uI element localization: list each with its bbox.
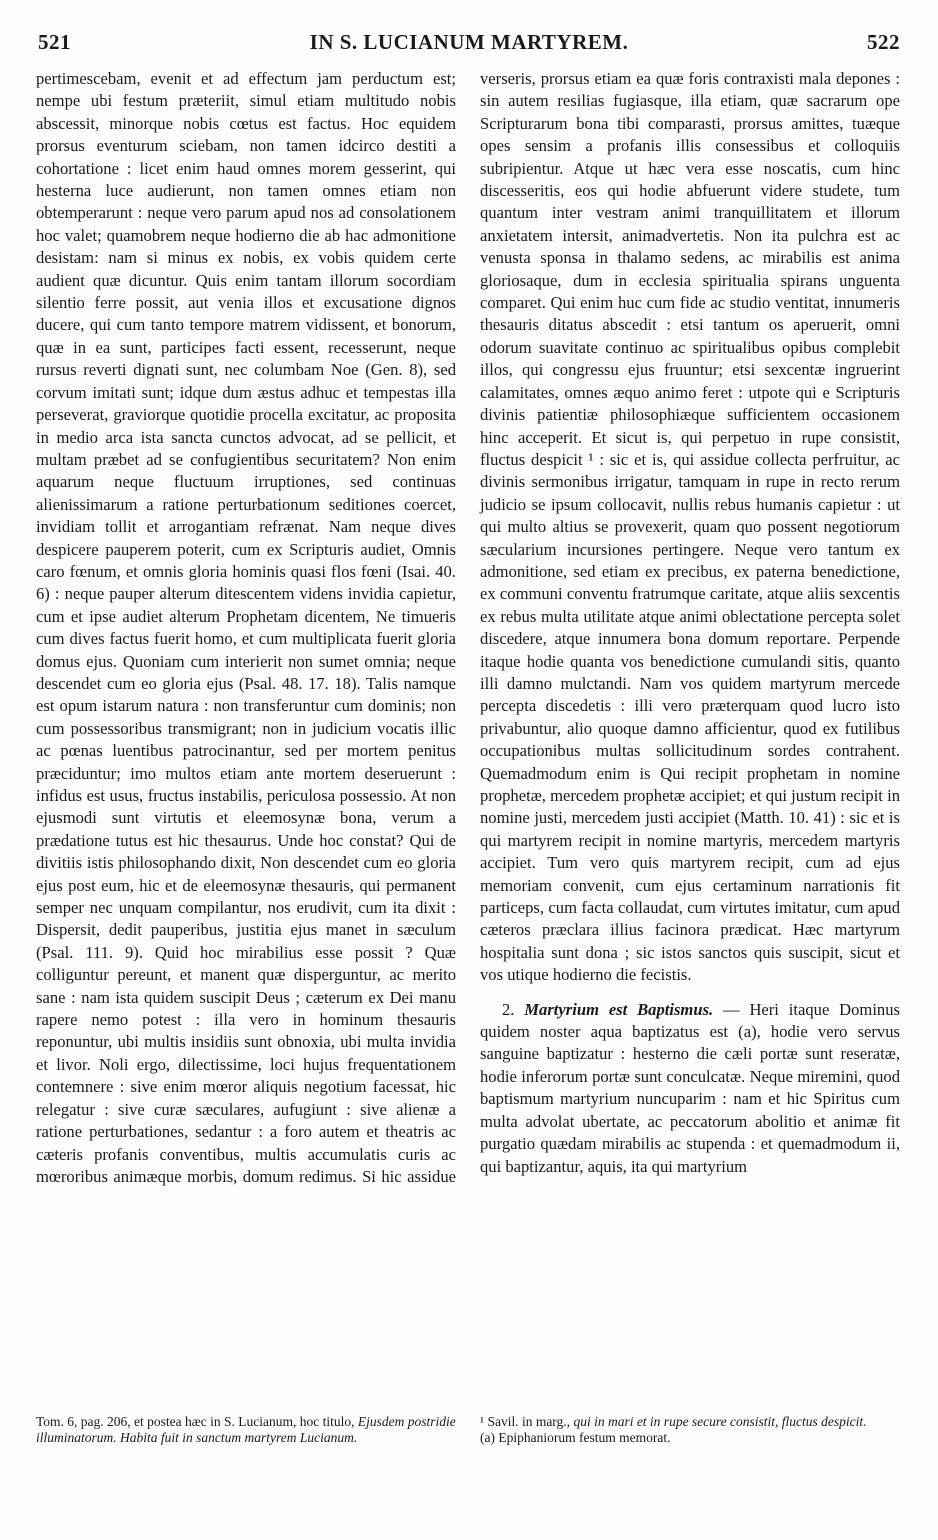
footnotes-right: [480, 1414, 900, 1446]
left-column-text: pertimescebam, evenit et ad effectum jam perductum est; nempe ubi festum præteriit, simul etiam multitudo nobis abscessit, minorque nobis cœtus est factus. Hoc equidem prorsus eventurum sciebam, non tamen idcirco destiti a cohortatione : licet enim haud omnes morem gesserint, qui hesterna luce audierunt, non tamen omnes etiam non obtemperarunt : neque vero parum apud nos ad consolationem hoc valet; quamobrem neque hodierno die ab hac admonitione desistam: nam si minus ex nobis, ex vobis quidem certe audient quæ dicuntur. Quis enim tantam illorum socordiam silentio ferre possit, aut venia illos et excusatione dignos ducere, qui cum tanto tempore matrem vidissent, et bonorum, quæ in ea sunt, participes facti essent, recesserunt, neque rursus reverti dignati sunt, nec columbam Noe (Gen. 8), sed corvum imitati sunt; idque dum æstus adhuc et tempestas illa perseverat, graviorque quotidie procella excitatur, ac proposita in medio arca ista sancta cunctos advocat, ad se pellicit, et multam præbet ad se confugientibus securitatem? Non enim aquarum neque fluctuum irruptiones, sed continuas alienissimarum a ratione perturbationum seditiones coercet, invidiam tollit et arrogantiam refrænat. Nam neque dives despicere pauperem poterit, cum ex Scripturis audiet, Omnis caro fœnum, et omnis gloria hominis quasi flos fœni (Isai. 40. 6) : neque pauper alterum ditescentem videns invidia capietur, cum et ipse audiet alterum Prophetam dicentem, Ne timueris cum dives factus fuerit homo, et cum multiplicata fuerit gloria domus ejus. Quoniam cum interierit non sumet omnia; neque descendet cum eo gloria ejus (Psal. 48. 17. 18). Talis namque est opum istarum natura : non transferuntur cum dominis; non cum possessoribus transmigrant; non in judicium vocatis illic ac pœnas luentibus patrocinantur, sed per mortem penitus præciduntur; imo multos etiam ante mortem deseruerunt : infidus est usus, fructus instabilis, periculosa possessio. At non ejusmodi sunt virtutis et eleemosynæ bona, verum a prædatione tutus est hic thesaurus. Unde hoc constat? Qui de divitiis istis philosophando dixit, Non descendet cum eo gloria ejus post eum, hic et de eleemosynæ thesauris, qui permanent semper nec unquam compilantur, nos erudivit, cum ita dixit : Dispersit, dedit pauperibus, justitia ejus manet in sæculum (Psal. 111. 9). Quid hoc mirabilius esse possit ? Quæ colliguntur pereunt, et manent quæ disperguntur, ac merito sane : nam ista quidem suscipit Deus ; cæterum ex Dei manu rapere nemo potest : illa vero in hominum thesauris reponuntur, ubi multis insidiis sunt obnoxia, ubi multa invidia et livor. Noli ergo, dilectissime, loci hujus frequentationem contemnere : sive enim mœror aliquis negotium facessat, hic relegatur : sive curæ sæculares, aufugiunt : sive alienæ a ratione perturbationes, sedantur : a foro autem et theatris ac cæteris profanis conventibus, multis accumulatis curis ac mœroribus animæque morbis, domum redimus. Si hic assidue: [36, 69, 456, 1186]
footnotes-left: [36, 1414, 456, 1446]
footnote-1-mark: ¹: [480, 1414, 485, 1429]
footnote-source: [36, 1414, 456, 1446]
page-number-left: 521: [38, 30, 71, 54]
footnote-1: [480, 1414, 900, 1430]
footnote-a: (a) Epiphaniorum festum memorat.: [480, 1430, 671, 1445]
page-number-right: 522: [867, 30, 900, 54]
footnote-source-italic: Ejusdem postridie illuminatorum. Habita fuit in sanctum martyrem Lucianum.: [36, 1414, 456, 1445]
right-paragraph-2: — Heri itaque Dominus quidem noster aqua baptizatus est (a), hodie vero servus sanguine baptizatur : hesterno die cæli portæ sunt reseratæ, hodie inferorum portæ sunt conculcatæ. Neque miremini, quod baptismum martyrium nuncuparim : nam et hic Spiritus cum multa advolat ubertate, ac peccatorum abolitio et animæ fit purgatio quædam mirabilis ac stupenda : et quemadmodum ii, qui baptizantur, aquis, ita qui martyrium: [480, 999, 900, 1176]
right-column: [480, 68, 900, 1178]
right-paragraph-1: verseris, prorsus etiam ea quæ foris contraxisti mala depones : sin autem resilias fugiasque, illa etiam, quæ sacrarum ope Scripturarum bona tibi comparasti, prorsus amittes, tuæque opes sensim a profanis illis consessibus et colloquiis subripientur. Atque ut hæc vera esse noscatis, cum hinc discesseritis, eos qui hodie abfuerunt videre studete, tum quantum inter vestram animi tranquillitatem et illorum anxietatem intersit, animadvertetis. Non ita pulchra est ac venusta sponsa in thalamo sedens, ac mirabilis est anima gloriosaque, dum in ecclesia spiritualia spirans unguenta comparet. Qui enim huc cum fide ac studio ventitat, innumeris thesauris ditatus abscedit : etsi tantum os aperuerit, omni odorum suavitate continuo ac spiritualibus opibus complebit illos, qui congressu ejus fruuntur; etsi sexcentæ ingruerint calamitates, omnes æquo animo feret : utpote qui e Scripturis divinis patientiæ philosophiæque sufficientem occasionem hinc acceperit. Et sicut is, qui perpetuo in rupe consistit, fluctus despicit ¹ : sic et is, qui assidue collecta perfruitur, ac divinis sermonibus irrigatur, tamquam in rupe in recto rerum judicio se ipsum collocavit, nullis rebus humanis capietur : ut qui multo altius se provexerit, quam quo possent negotiorum sæcularium incursiones pertingere. Neque vero tantum ex admonitione, sed etiam ex precibus, ex paterna benedictione, ex communi conventu fratrumque caritate, atque aliis sexcentis ex rebus multa utilitate atque animi oblectatione percepta solet discedere, atque innumera bona domum reportare. Perpende itaque hodie quanta vos benedictione cumulandi sitis, quanto illi damno mulctandi. Nam vos quidem martyrum mercede percepta discedetis : illi vero præterquam quod lucro isto privabuntur, alio quoque damno afficientur, quod ex futilibus occupationibus multas sollicitudinum sordes contrahent. Quemadmodum enim is Qui recipit prophetam in nomine prophetæ, mercedem prophetæ accipiet; et qui justum recipit in nomine justi, mercedem justi accipiet (Matth. 10. 41) : sic et is qui martyrem recipit in nomine martyris, mercedem martyris accipiet. Tum vero quis martyrem recipit, cum ad ejus memoriam convenit, cum ejus certaminum narrationis fit particeps, cum facta collaudat, cum virtutes imitatur, cum apud cæteros præclara illius facinora prædicat. Hæc martyrum hospitalia sunt dona ; sic istos sanctos quis suscipit, sicut et vos utique hodierno die fecistis.: [480, 69, 900, 985]
footnote-source-text: Tom. 6, pag. 206, et postea hæc in S. Lucianum, hoc titulo,: [36, 1414, 358, 1429]
footnote-1-italic: qui in mari et in rupe secure consistit, fluctus despicit.: [573, 1414, 867, 1429]
running-title: IN S. LUCIANUM MARTYREM.: [309, 30, 629, 54]
left-column: [36, 68, 456, 1188]
section-2: [480, 999, 900, 1178]
footnote-1-text: Savil. in marg.,: [487, 1414, 574, 1429]
section-number: 2.: [502, 999, 515, 1019]
section-title: Martyrium est Baptismus.: [524, 999, 714, 1019]
